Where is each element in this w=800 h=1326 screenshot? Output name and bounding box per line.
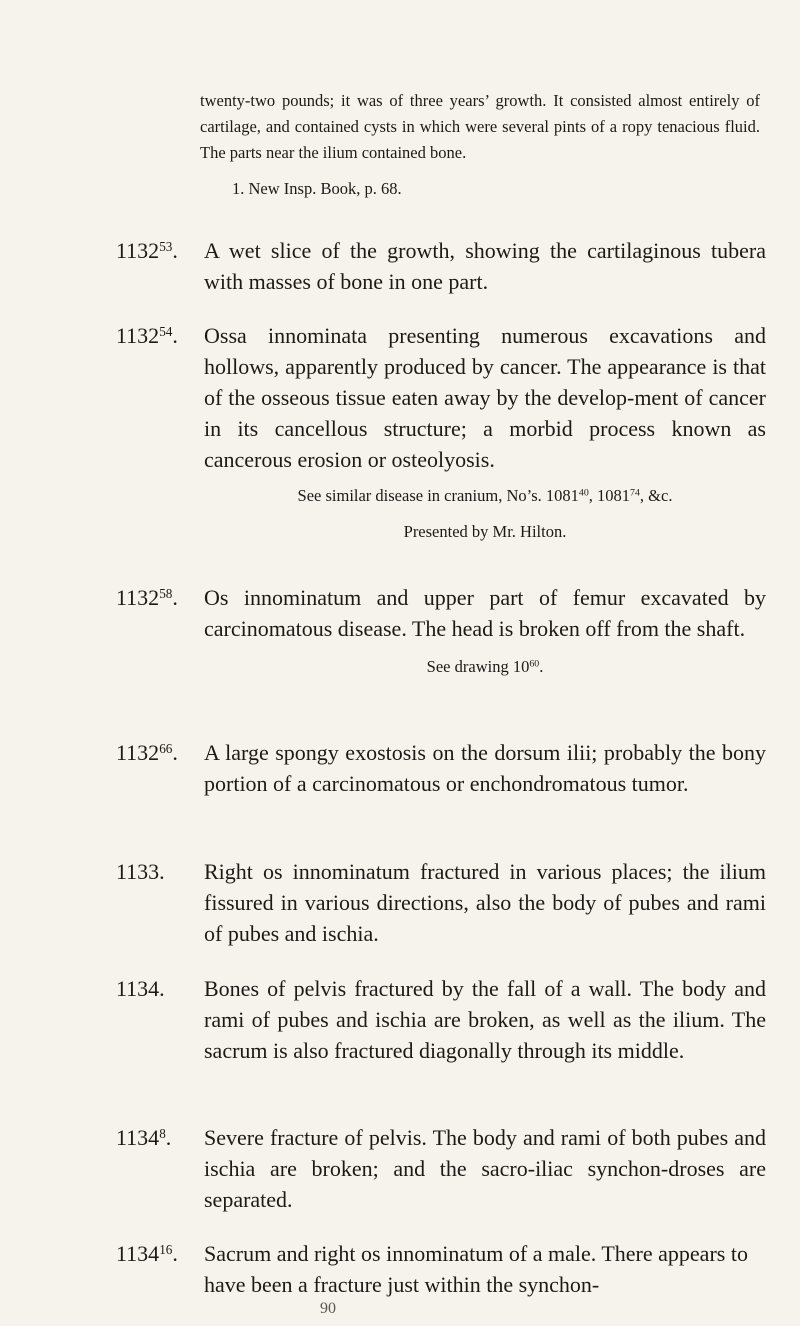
cross-reference-note: See drawing $10^{60}$. — [426, 657, 544, 676]
catalogue-entry — [116, 737, 766, 799]
entry-number: 1132$^{53}$. — [116, 238, 178, 263]
entry-number: 1134. — [116, 976, 165, 1001]
catalogue-entry — [116, 1238, 766, 1300]
catalogue-entry — [116, 235, 766, 297]
catalogue-entry — [116, 856, 766, 949]
cross-reference-note: See similar disease in cranium, No’s. 1081$^{40}$, 1081$^{74}$, &c. — [297, 486, 673, 505]
entry-description: Ossa innominata presenting numerous excavations and hollows, apparently produced by cancer. The appearance is that of the osseous tissue eaten away by the develop-ment of cancer in its cancellous structure; a morbid process known as cancerous erosion or osteolyosis. — [204, 323, 766, 472]
entry-description: A large spongy exostosis on the dorsum ilii; probably the bony portion of a carcinomatous or enchondromatous tumor. — [204, 740, 766, 796]
intro-paragraph: twenty-two pounds; it was of three years’ growth. It consisted almost entirely of cartilage, and contained cysts in which were several pints of a ropy tenacious fluid. The parts near the ilium contained bone. — [200, 91, 760, 162]
entry-description: A wet slice of the growth, showing the cartilaginous tubera with masses of bone in one part. — [204, 238, 766, 294]
entry-description: Right os innominatum fractured in various places; the ilium fissured in various directions, also the body of pubes and rami of pubes and ischia. — [204, 859, 766, 946]
entry-number: 1132$^{66}$. — [116, 740, 178, 765]
presented-by-note: Presented by Mr. Hilton. — [403, 522, 567, 541]
catalogue-entry — [116, 582, 766, 678]
entry-description: Bones of pelvis fractured by the fall of a wall. The body and rami of pubes and ischia are broken, as well as the ilium. The sacrum is also fractured diagonally through its middle. — [204, 976, 766, 1063]
entry-description: Severe fracture of pelvis. The body and rami of both pubes and ischia are broken; and the sacro-iliac synchon-droses are separated. — [204, 1125, 766, 1212]
entry-number: 1134$^{16}$. — [116, 1241, 178, 1266]
entry-description: Os innominatum and upper part of femur excavated by carcinomatous disease. The head is broken off from the shaft. — [204, 585, 766, 641]
page-number: 90 — [320, 1300, 336, 1317]
catalogue-entry — [116, 320, 766, 543]
entry-description: Sacrum and right os innominatum of a male. There appears to have been a fracture just within the synchon- — [204, 1241, 748, 1297]
entry-number: 1132$^{54}$. — [116, 323, 178, 348]
catalogue-entry — [116, 1122, 766, 1215]
entry-number: 1133. — [116, 859, 165, 884]
entry-number: 1132$^{58}$. — [116, 585, 178, 610]
entry-number: 1134$^8$. — [116, 1125, 172, 1150]
catalogue-entry — [116, 973, 766, 1066]
footnote: 1. New Insp. Book, p. 68. — [232, 179, 402, 198]
